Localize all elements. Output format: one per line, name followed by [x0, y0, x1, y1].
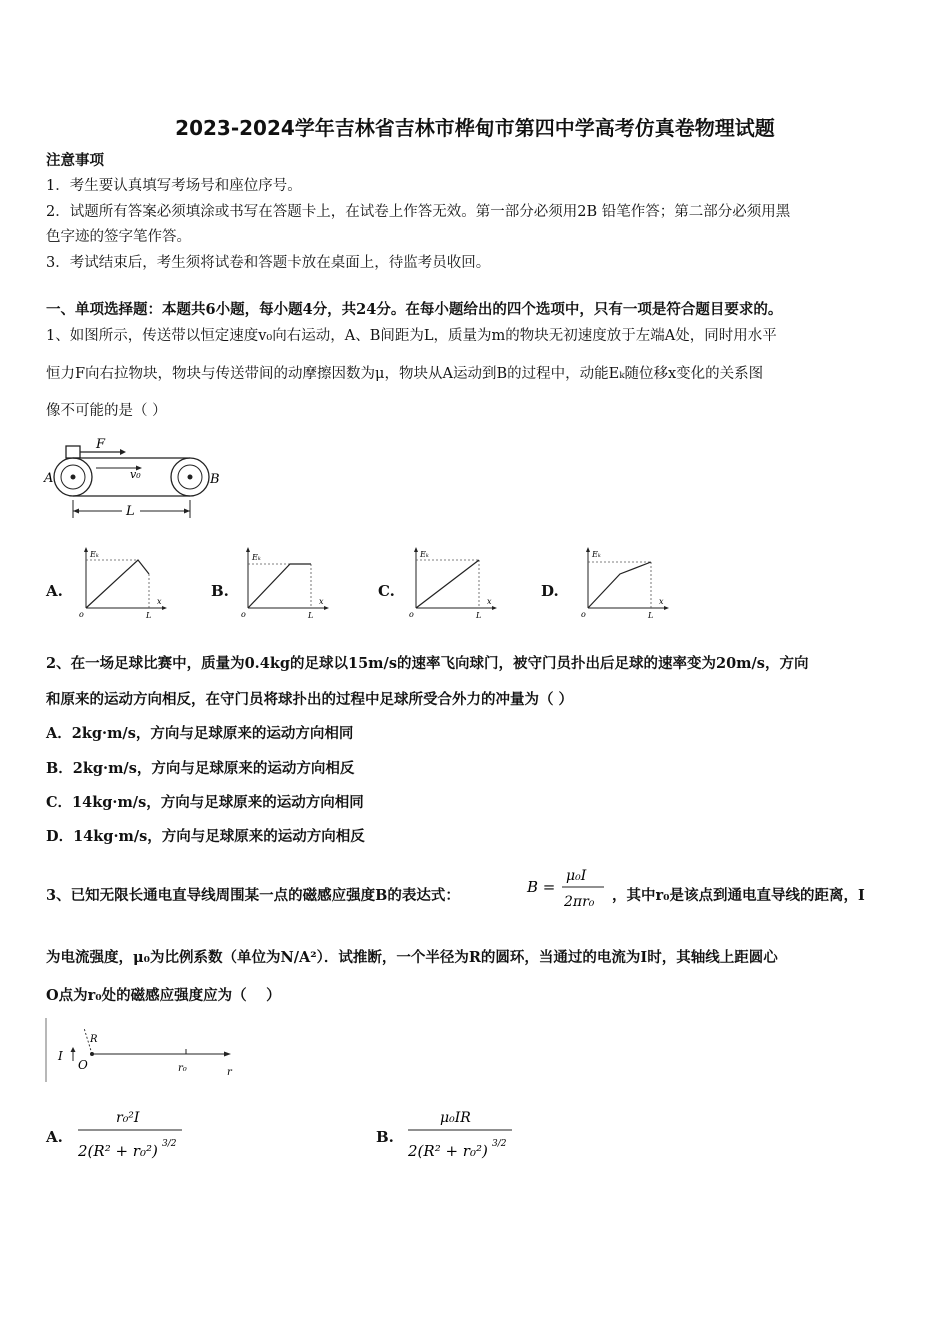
notice-item-2: 2．试题所有答案必须填涂或书写在答题卡上，在试卷上作答无效。第一部分必须用2B 铅笔作答；第二部分必须用黑 [46, 204, 791, 220]
notice-item-3: 3．考试结束后，考生须将试卷和答题卡放在桌面上，待监考员收回。 [46, 255, 491, 271]
q1-option-d-label[interactable]: D. [541, 582, 559, 600]
q1-line-2: 恒力F向右拉物块，物块与传送带间的动摩擦因数为μ，物块从A运动到B的过程中，动能Eₖ随位移x变化的关系图 [46, 366, 764, 382]
q1-option-a-label[interactable]: A. [46, 582, 63, 600]
ek-axis-label: Eₖ [90, 550, 99, 559]
l-tick-label: L [308, 611, 314, 620]
q3-line-1b: ，其中r₀是该点到通电直导线的距离，I [612, 887, 865, 904]
page-title: 2023-2024学年吉林省吉林市桦甸市第四中学高考仿真卷物理试题 [175, 116, 775, 140]
l-tick-label: L [476, 611, 482, 620]
x-axis-label: x [659, 597, 664, 606]
q3-formula-b [524, 862, 606, 914]
option-b-exponent: 3/2 [492, 1139, 507, 1149]
radius-label: R [90, 1034, 98, 1045]
ring-axis-figure [44, 1016, 244, 1086]
ek-axis-label: Eₖ [252, 553, 261, 562]
l-tick-label: L [648, 611, 654, 620]
q3-option-b-label[interactable]: B. [376, 1128, 394, 1146]
q1-option-b-label[interactable]: B. [211, 582, 229, 600]
formula-lhs: B = [527, 878, 556, 896]
q3-option-a-formula[interactable] [76, 1100, 188, 1166]
q1-graph-d[interactable] [574, 546, 674, 622]
notice-heading: 注意事项 [46, 152, 104, 169]
q1-graph-a[interactable] [72, 546, 172, 622]
q2-option-b[interactable]: B．2kg·m/s，方向与足球原来的运动方向相反 [46, 760, 355, 777]
notice-item-2-cont: 色字迹的签字笔作答。 [46, 229, 191, 245]
q2-option-c[interactable]: C．14kg·m/s，方向与足球原来的运动方向相同 [46, 794, 364, 811]
q1-option-c-label[interactable]: C. [378, 582, 395, 600]
origin-label: o [409, 610, 414, 619]
origin-label: o [79, 610, 84, 619]
option-a-numerator: r₀²I [116, 1110, 140, 1126]
q2-line-1: 2、在一场足球比赛中，质量为0.4kg的足球以15m/s的速率飞向球门，被守门员扑出后足球的速率变为20m/s，方向 [46, 655, 809, 672]
l-tick-label: L [146, 611, 152, 620]
q2-option-a[interactable]: A．2kg·m/s，方向与足球原来的运动方向相同 [46, 725, 354, 742]
ek-axis-label: Eₖ [592, 550, 601, 559]
x-axis-label: x [487, 597, 492, 606]
notice-item-1: 1．考生要认真填写考场号和座位序号。 [46, 178, 302, 194]
force-label: F [96, 437, 106, 452]
q2-option-d[interactable]: D．14kg·m/s，方向与足球原来的运动方向相反 [46, 828, 365, 845]
q1-graph-c[interactable] [402, 546, 502, 622]
q3-line-2: 为电流强度，μ₀为比例系数（单位为N/A²）．试推断，一个半径为R的圆环，当通过的电流为I时，其轴线上距圆心 [46, 949, 778, 966]
q1-graph-b[interactable] [234, 546, 334, 622]
formula-numerator: μ₀I [566, 868, 587, 884]
option-a-exponent: 3/2 [162, 1139, 177, 1149]
option-b-denominator: 2(R² + r₀²) [408, 1142, 488, 1160]
q3-line-3: O点为r₀处的磁感应强度应为（ ） [46, 987, 281, 1004]
q2-line-2: 和原来的运动方向相反，在守门员将球扑出的过程中足球所受合外力的冲量为（ ） [46, 691, 574, 708]
x-axis-label: x [319, 597, 324, 606]
section-heading: 一、单项选择题：本题共6小题，每小题4分，共24分。在每小题给出的四个选项中，只有一项是符合题目要求的。 [46, 301, 783, 318]
q1-line-3: 像不可能的是（ ） [46, 403, 167, 419]
q1-line-1: 1、如图所示，传送带以恒定速度v₀向右运动，A、B间距为L，质量为m的物块无初速度放于左端A处，同时用水平 [46, 328, 777, 344]
ek-axis-label: Eₖ [420, 550, 429, 559]
point-b-label: B [210, 472, 220, 487]
origin-o-label: O [78, 1058, 88, 1072]
r-axis-label: r [227, 1067, 232, 1078]
origin-label: o [581, 610, 586, 619]
current-label: I [58, 1049, 63, 1063]
q3-option-a-label[interactable]: A. [46, 1128, 63, 1146]
distance-label: L [126, 504, 135, 519]
velocity-label: v₀ [130, 468, 141, 481]
conveyor-belt-figure [40, 434, 240, 524]
origin-label: o [241, 610, 246, 619]
r0-tick-label: r₀ [178, 1063, 187, 1074]
option-b-numerator: μ₀IR [440, 1110, 471, 1126]
formula-denominator: 2πr₀ [564, 894, 595, 910]
q3-line-1a: 3、已知无限长通电直导线周围某一点的磁感应强度B的表达式： [46, 887, 460, 904]
x-axis-label: x [157, 597, 162, 606]
option-a-denominator: 2(R² + r₀²) [78, 1142, 158, 1160]
point-a-label: A [44, 471, 54, 486]
q3-option-b-formula[interactable] [406, 1100, 518, 1166]
